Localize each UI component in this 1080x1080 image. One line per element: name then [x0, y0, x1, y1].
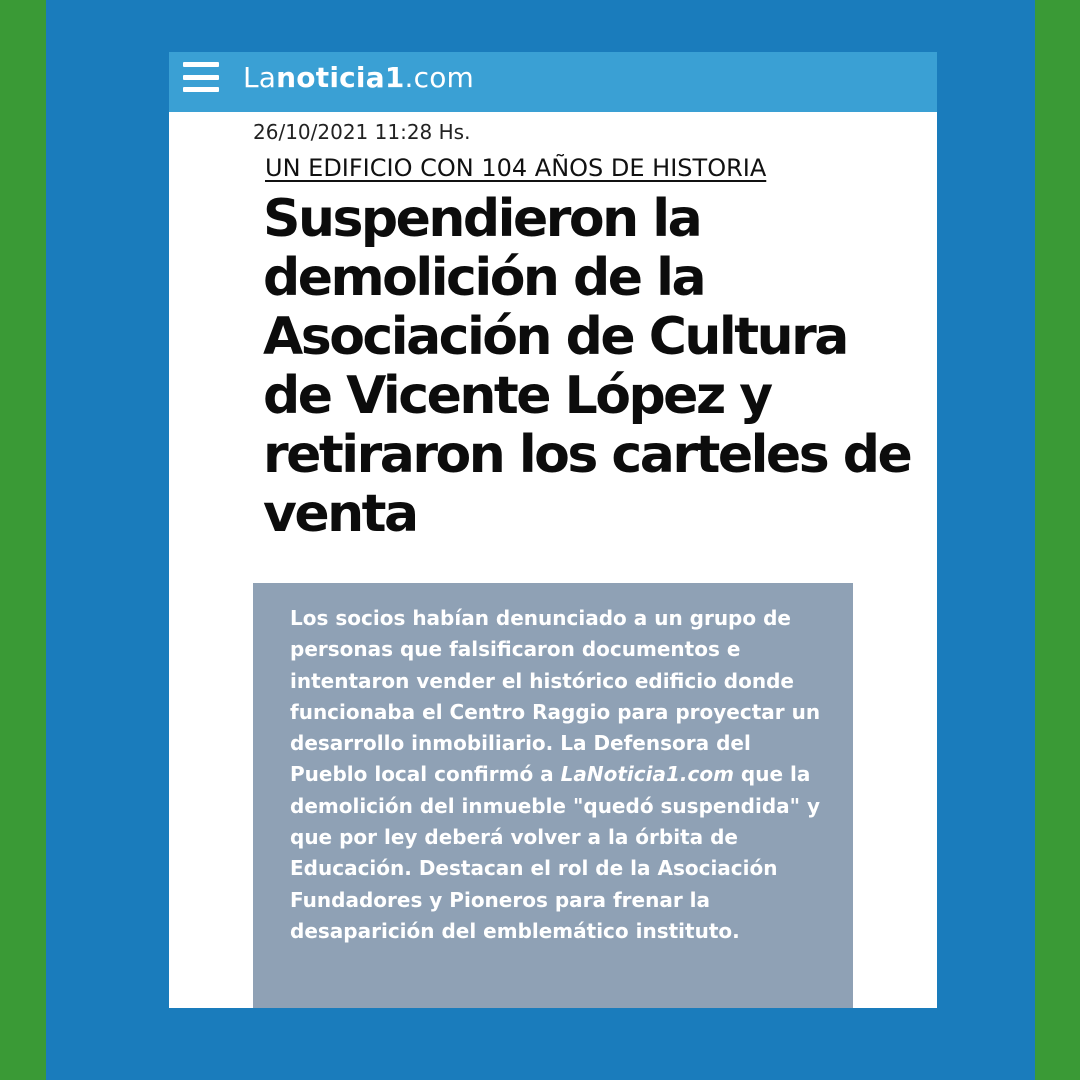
site-header [169, 52, 937, 112]
logo-bold: noticia1 [276, 61, 405, 94]
summary-site-name: LaNoticia1.com [560, 762, 734, 787]
hamburger-bar [183, 62, 219, 67]
logo-prefix: La [243, 61, 277, 94]
article-card [169, 52, 937, 1008]
article-summary [253, 583, 853, 1008]
hamburger-menu-icon[interactable] [183, 62, 219, 92]
article-timestamp: 26/10/2021 11:28 Hs. [253, 120, 471, 144]
hamburger-bar [183, 75, 219, 80]
article-headline: Suspendieron la demolición de la Asociación de Cultura de Vicente López y retiraron los carteles de venta [263, 189, 911, 544]
summary-text-part2: que la demolición del inmueble "quedó suspendida" y que por ley deberá volver a la órbita de Educación. Destacan el rol de la Asociación Fundadores y Pioneros para frenar la desaparición del emblemático instituto. [290, 762, 821, 943]
site-logo[interactable] [243, 61, 474, 94]
logo-suffix: .com [404, 61, 475, 94]
summary-text-part1: Los socios habían denunciado a un grupo de personas que falsificaron documentos e intentaron vender el histórico edificio donde funcionaba el Centro Raggio para proyectar un desarrollo inmobiliario. La Defensora del Pueblo local confirmó a [290, 606, 821, 787]
hamburger-bar [183, 87, 219, 92]
article-kicker[interactable]: UN EDIFICIO CON 104 AÑOS DE HISTORIA [265, 154, 767, 182]
